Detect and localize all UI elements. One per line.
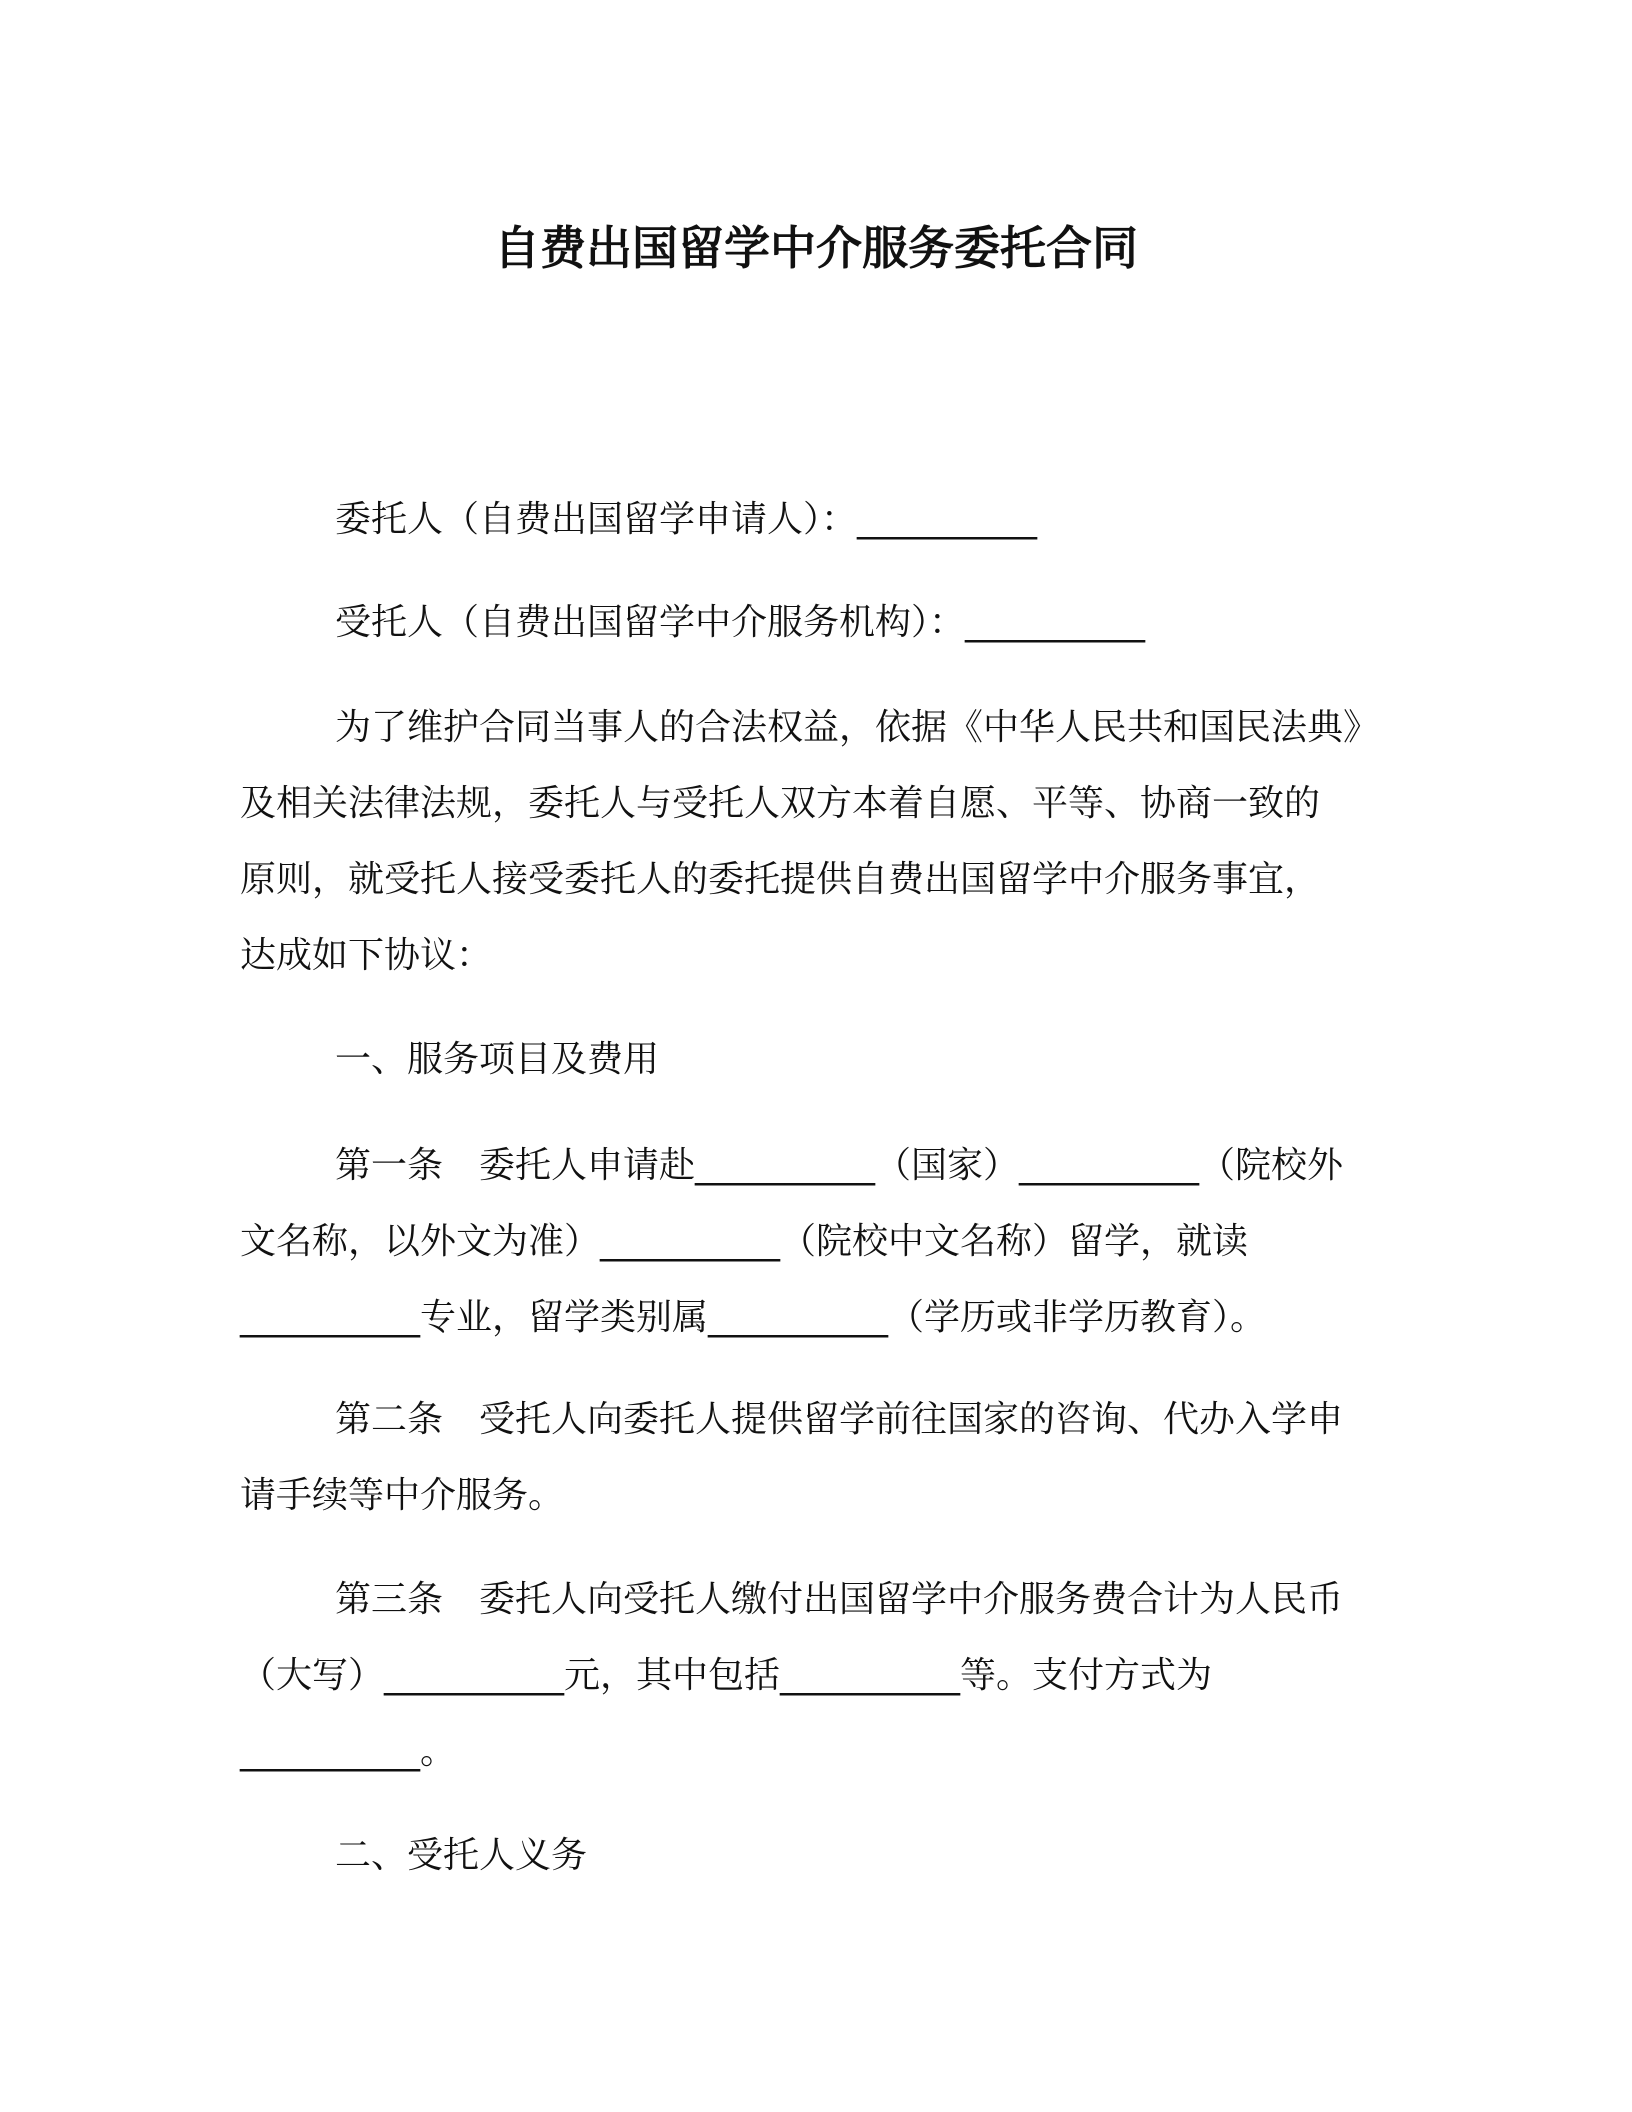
article-1-line: 文名称，以外文为准）__________（院校中文名称）留学，就读 [240, 1221, 1249, 1262]
preamble-line: 原则，就受托人接受委托人的委托提供自费出国留学中介服务事宜， [240, 859, 1321, 900]
article-1-line: __________专业，留学类别属__________（学历或非学历教育）。 [240, 1297, 1267, 1338]
preamble-line: 达成如下协议： [240, 935, 493, 976]
party-b-line: 受托人（自费出国留学中介服务机构）：__________ [335, 602, 1146, 643]
article-2-line: 请手续等中介服务。 [240, 1475, 565, 1516]
article-1-line: 第一条 委托人申请赴__________（国家）__________（院校外 [335, 1145, 1344, 1186]
article-2-line: 第二条 受托人向委托人提供留学前往国家的咨询、代办入学申 [335, 1399, 1344, 1440]
party-a-line: 委托人（自费出国留学申请人）：__________ [335, 499, 1038, 540]
article-3-line: （大写）__________元，其中包括__________等。支付方式为 [240, 1655, 1213, 1696]
preamble-line: 为了维护合同当事人的合法权益，依据《中华人民共和国民法典》 [335, 707, 1380, 748]
article-1-paragraph [240, 1128, 1400, 1356]
article-3-paragraph [240, 1562, 1400, 1790]
article-3-line: __________。 [240, 1731, 457, 1772]
preamble-paragraph [240, 690, 1400, 994]
article-3-line: 第三条 委托人向受托人缴付出国留学中介服务费合计为人民币 [335, 1579, 1344, 1620]
article-2-paragraph [240, 1382, 1400, 1534]
section-heading-trustee-duties: 二、受托人义务 [335, 1835, 588, 1876]
document-title: 自费出国留学中介服务委托合同 [494, 221, 1138, 275]
preamble-line: 及相关法律法规，委托人与受托人双方本着自愿、平等、协商一致的 [240, 783, 1321, 824]
section-heading-services: 一、服务项目及费用 [335, 1039, 660, 1080]
